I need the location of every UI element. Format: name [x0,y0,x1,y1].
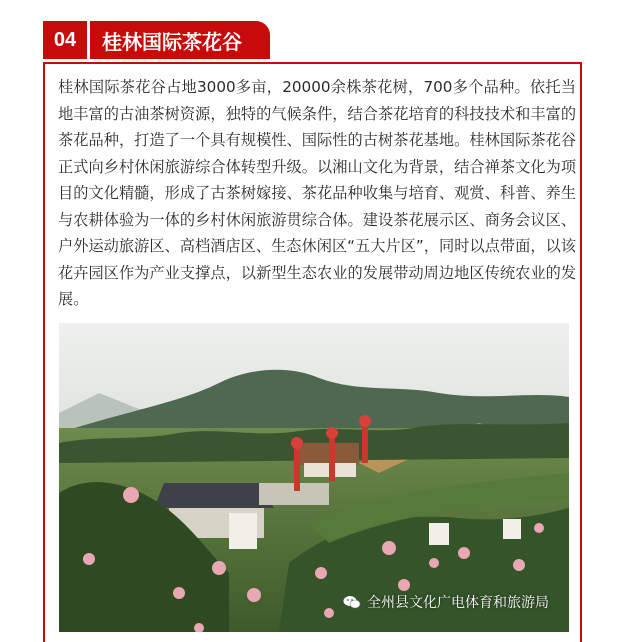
section-title: 桂林国际茶花谷 [90,21,270,59]
body-paragraph: 桂林国际茶花谷占地3000多亩，20000余株茶花树，700多个品种。依托当地丰富的古油茶树资源，独特的气候条件，结合茶花培育的科技技术和丰富的茶花品种，打造了一个具有规模性、国际性的古树茶花基地。桂林国际茶花谷正式向乡村休闲旅游综合体转型升级。以湘山文化为背景，结合禅茶文化为项目的文化精髓，形成了古茶树嫁接、茶花品种收集与培育、观赏、科普、养生与农耕体验为一体的乡村休闲旅游贯综合体。建设茶花展示区、商务会议区、户外运动旅游区、高档酒店区、生态休闲区“五大片区”，同时以点带面，以该花卉园区作为产业支撑点，以新型生态农业的发展带动周边地区传统农业的发展。 [58,78,576,308]
watermark-text: 全州县文化广电体育和旅游局 [367,595,549,611]
red-lantern [359,415,371,427]
photo-watermark [343,592,549,612]
sign-post [229,513,257,549]
red-tower [362,421,368,463]
section-badge [43,21,270,59]
red-tower [329,433,335,481]
sign-post [429,523,449,545]
red-tower [294,443,300,491]
tea-garden-photo [59,323,569,632]
section-number: 04 [43,21,87,59]
pavilion-roof [154,483,274,508]
sign-post [503,519,521,539]
landscape-illustration [59,323,569,632]
wechat-icon [343,595,361,609]
red-lantern [326,427,338,439]
red-lantern [291,437,303,449]
